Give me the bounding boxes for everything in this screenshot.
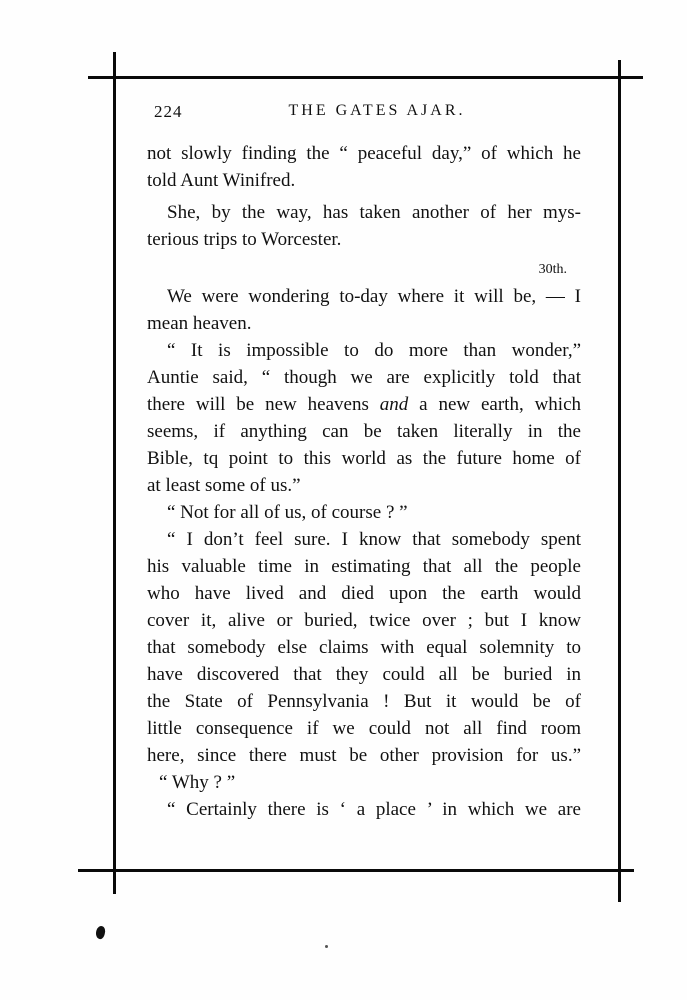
- text-segment: there will be new heavens: [147, 394, 369, 415]
- text-line: “ Certainly there is ‘ a place ’ in which we are: [167, 799, 581, 820]
- text-line: terious trips to Worcester.: [147, 229, 342, 250]
- text-line: “ It is impossible to do more than wonder,”: [167, 340, 581, 361]
- top-border-rule: [88, 76, 643, 79]
- page-number: 224: [154, 102, 183, 121]
- text-line: here, since there must be other provision for us.”: [147, 745, 581, 766]
- text-line: “ Why ? ”: [159, 772, 236, 793]
- body-text: [147, 140, 581, 823]
- running-title: THE GATES AJAR.: [288, 102, 466, 119]
- text-line: told Aunt Winifred.: [147, 170, 296, 191]
- text-line: at least some of us.”: [147, 475, 301, 496]
- text-line: We were wondering to-day where it will be, — I: [167, 286, 581, 307]
- speck-mark: [325, 945, 328, 948]
- text-line: “ I don’t feel sure. I know that somebody spent: [167, 529, 581, 550]
- bottom-border-rule: [78, 869, 634, 872]
- entry-date: 30th.: [538, 262, 567, 277]
- text-line: “ Not for all of us, of course ? ”: [167, 502, 408, 523]
- text-line: cover it, alive or buried, twice over ; but I know: [147, 610, 581, 631]
- text-line: Bible, tq point to this world as the future home of: [147, 448, 581, 469]
- text-line: his valuable time in estimating that all the people: [147, 556, 581, 577]
- right-border-rule: [618, 60, 621, 902]
- emphasis-word: and: [379, 394, 409, 415]
- text-segment: a new earth, which: [419, 394, 582, 415]
- left-border-rule: [113, 52, 116, 894]
- text-line: have discovered that they could all be buried in: [147, 664, 581, 685]
- text-line: [147, 391, 581, 418]
- ink-blot-mark: [94, 925, 107, 940]
- text-line: mean heaven.: [147, 313, 252, 334]
- text-line: that somebody else claims with equal solemnity to: [147, 637, 581, 658]
- text-line: seems, if anything can be taken literally in the: [147, 421, 581, 442]
- text-line: who have liᴠed and died upon the earth would: [147, 583, 581, 604]
- text-line: not slowly finding the “ peaceful day,” of which he: [147, 143, 581, 164]
- running-header: [154, 102, 580, 126]
- text-line: little consequence if we could not all find room: [147, 718, 581, 739]
- text-line: the State of Pennsylvania ! But it would be of: [147, 691, 581, 712]
- text-line: She, by the way, has taken another of her mys-: [167, 202, 581, 223]
- text-line: Auntie said, “ though we are explicitly told that: [147, 367, 581, 388]
